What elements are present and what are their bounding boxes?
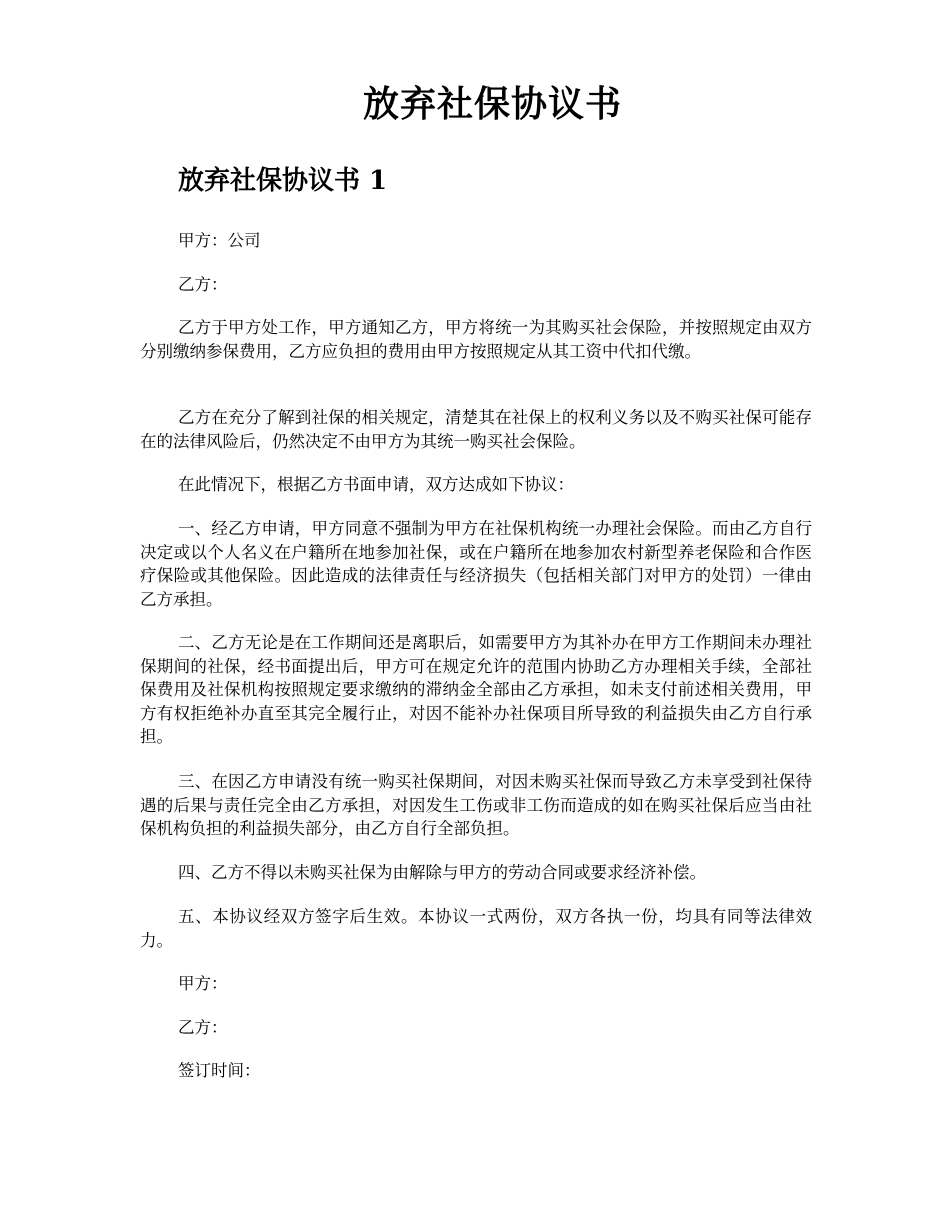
signature-date: 签订时间： — [177, 1061, 261, 1080]
clause-5: 五、本协议经双方签字后生效。本协议一式两份，双方各执一份，均具有同等法律效力。 — [140, 907, 812, 950]
signature-party-a: 甲方： — [177, 974, 228, 993]
paragraph-2: 乙方在充分了解到社保的相关规定，清楚其在社保上的权利义务以及不购买社保可能存在的法律风险后，仍然决定不由甲方为其统一购买社会保险。 — [140, 408, 812, 451]
clause-4: 四、乙方不得以未购买社保为由解除与甲方的劳动合同或要求经济补偿。 — [177, 863, 706, 882]
party-a-header: 甲方：公司 — [177, 231, 261, 250]
paragraph-1: 乙方于甲方处工作，甲方通知乙方，甲方将统一为其购买社会保险，并按照规定由双方分别缴纳参保费用，乙方应负担的费用由甲方按照规定从其工资中代扣代缴。 — [140, 318, 812, 361]
signature-party-b: 乙方： — [177, 1018, 228, 1037]
party-b-header: 乙方： — [177, 275, 228, 294]
clause-1: 一、经乙方申请，甲方同意不强制为甲方在社保机构统一办理社会保险。而由乙方自行决定或以个人名义在户籍所在地参加社保，或在户籍所在地参加农村新型养老保险和合作医疗保险或其他保险。因此造成的法律责任与经济损失（包括相关部门对甲方的处罚）一律由乙方承担。 — [140, 519, 812, 609]
paragraph-3: 在此情况下，根据乙方书面申请，双方达成如下协议： — [177, 475, 574, 494]
clause-3: 三、在因乙方申请没有统一购买社保期间，对因未购买社保而导致乙方未享受到社保待遇的后果与责任完全由乙方承担，对因发生工伤或非工伤而造成的如在购买社保后应当由社保机构负担的利益损失部分，由乙方自行全部负担。 — [140, 772, 812, 838]
document-title: 放弃社保协议书 — [362, 83, 622, 125]
section-title: 放弃社保协议书 1 — [178, 166, 388, 196]
clause-2: 二、乙方无论是在工作期间还是离职后，如需要甲方为其补办在甲方工作期间未办理社保期间的社保，经书面提出后，甲方可在规定允许的范围内协助乙方办理相关手续，全部社保费用及社保机构按照规定要求缴纳的滞纳金全部由乙方承担，如未支付前述相关费用，甲方有权拒绝补办直至其完全履行止，对因不能补办社保项目所导致的利益损失由乙方自行承担。 — [140, 633, 812, 746]
